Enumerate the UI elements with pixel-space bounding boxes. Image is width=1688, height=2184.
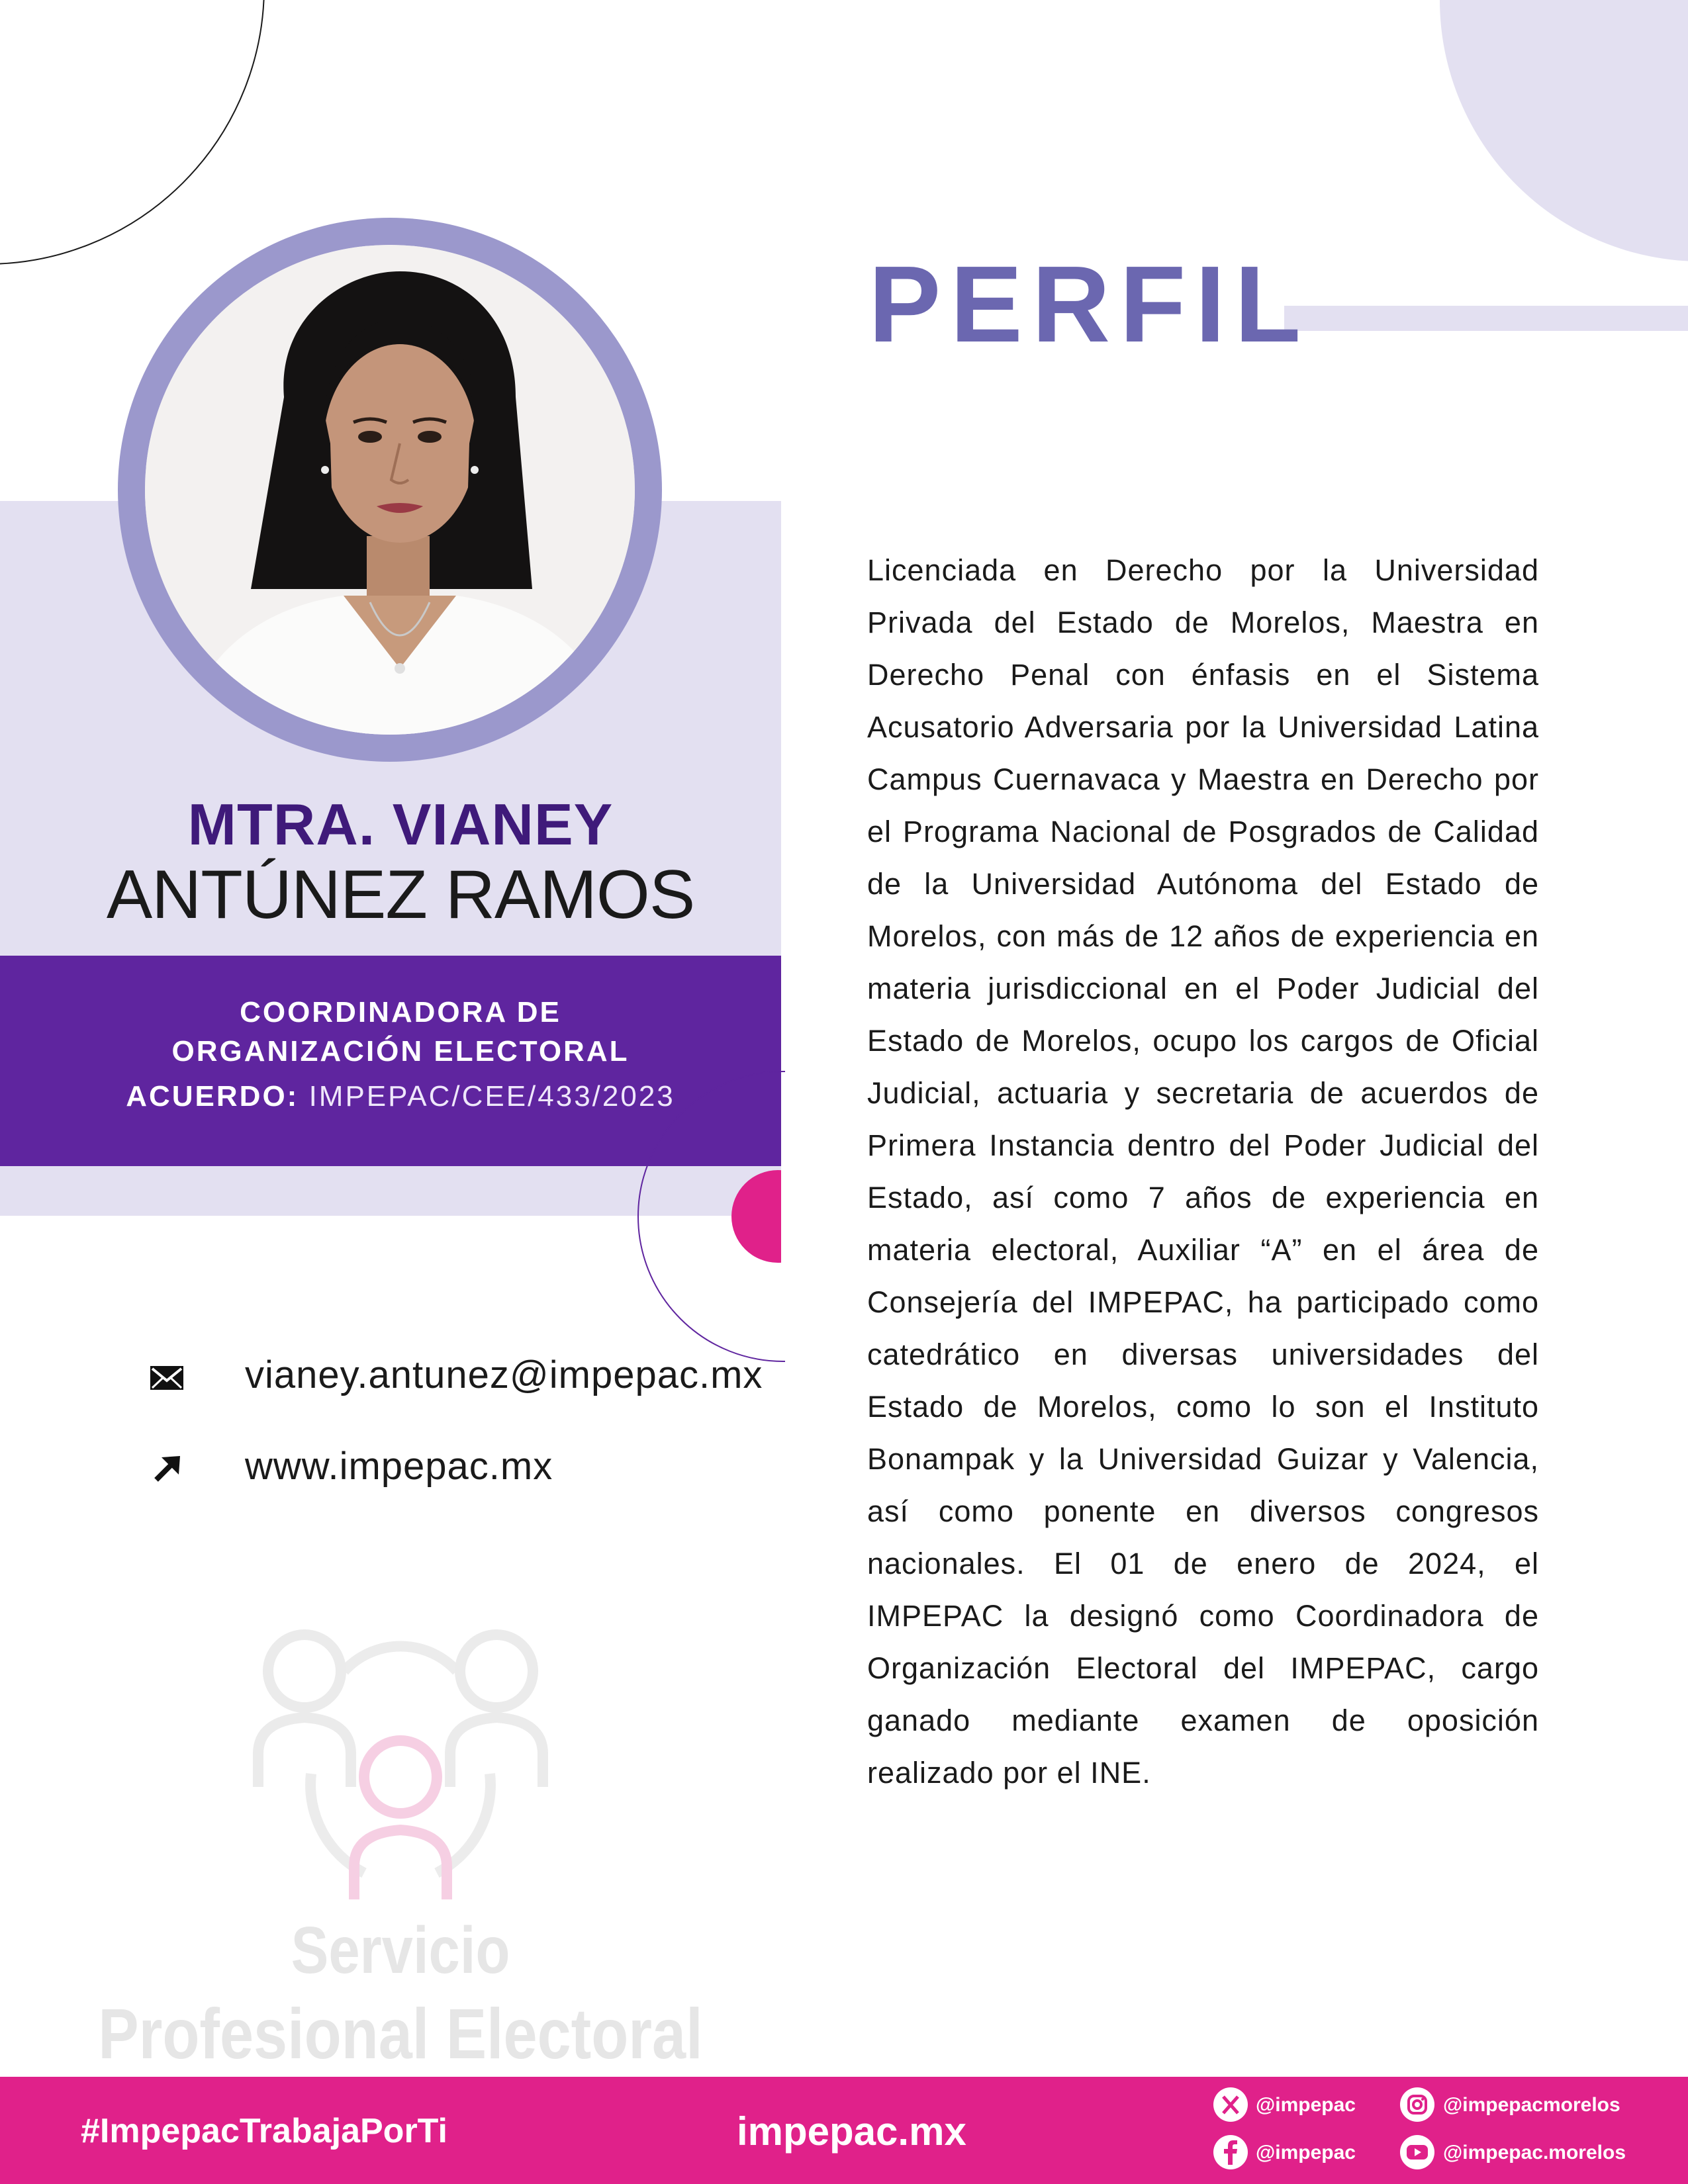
facebook-icon[interactable] <box>1213 2134 1248 2170</box>
watermark-line-2: Profesional Electoral <box>98 1993 703 2073</box>
watermark-line-1: Servicio <box>291 1913 510 1987</box>
youtube-icon[interactable] <box>1399 2134 1435 2170</box>
instagram-icon[interactable] <box>1399 2087 1435 2122</box>
portrait-photo <box>145 245 635 735</box>
perfil-underline-bar <box>1284 306 1688 331</box>
envelope-icon <box>148 1359 185 1396</box>
social-facebook-handle[interactable]: @impepac <box>1256 2142 1356 2163</box>
footer-site-link[interactable]: impepac.mx <box>737 2109 966 2154</box>
social-x-handle[interactable]: @impepac <box>1256 2094 1356 2116</box>
decorative-circle <box>1440 0 1688 261</box>
decorative-arc <box>0 0 265 265</box>
acuerdo-label: ACUERDO: <box>126 1080 299 1113</box>
social-youtube-handle[interactable]: @impepac.morelos <box>1443 2142 1626 2163</box>
email-link[interactable]: vianey.antunez@impepac.mx <box>245 1353 763 1396</box>
social-instagram-handle[interactable]: @impepacmorelos <box>1443 2094 1620 2116</box>
x-icon[interactable] <box>1213 2087 1248 2122</box>
person-title-name: MTRA. VIANEY <box>187 792 614 857</box>
perfil-title: PERFIL <box>868 244 1311 365</box>
acuerdo-value: IMPEPAC/CEE/433/2023 <box>308 1080 675 1113</box>
bio-text: Licenciada en Derecho por la Universidad Privada del Estado de Morelos, Maestra en Derecho Penal con énfasis en el Sistema Acusatorio Adversaria por la Universidad Latina Campus Cuernavaca y Maestra en Derecho por el Programa Nacional de Posgrados de Calidad de la Universidad Autónoma del Estado de Morelos, con más de 12 años de experiencia en materia jurisdiccional en el Poder Judicial del Estado de Morelos, ocupo los cargos de Oficial Judicial, actuaria y secretaria de acuerdos de Primera Instancia dentro del Poder Judicial del Estado, así como 7 años de experiencia en materia electoral, Auxiliar “A” en el área de Consejería del IMPEPAC, ha participado como catedrático en diversas universidades del Estado de Morelos, como lo son el Instituto Bonampak y la Universidad Guizar y Valencia, así como ponente en diversos congresos nacionales. El 01 de enero de 2024, el IMPEPAC la designó como Coordinadora de Organización Electoral del IMPEPAC, cargo ganado mediante examen de oposición realizado por el INE. <box>867 553 1539 1790</box>
person-surname: ANTÚNEZ RAMOS <box>106 856 695 933</box>
team-people-icon <box>245 1608 556 1919</box>
decorative-dot <box>731 1170 824 1263</box>
acuerdo-line <box>0 1080 801 1113</box>
role-line-1: COORDINADORA DE <box>240 996 561 1028</box>
role-line-2: ORGANIZACIÓN ELECTORAL <box>171 1035 630 1068</box>
footer-hashtag: #ImpepacTrabajaPorTi <box>81 2112 447 2150</box>
arrow-up-right-icon <box>148 1451 185 1488</box>
website-link[interactable]: www.impepac.mx <box>245 1445 553 1488</box>
